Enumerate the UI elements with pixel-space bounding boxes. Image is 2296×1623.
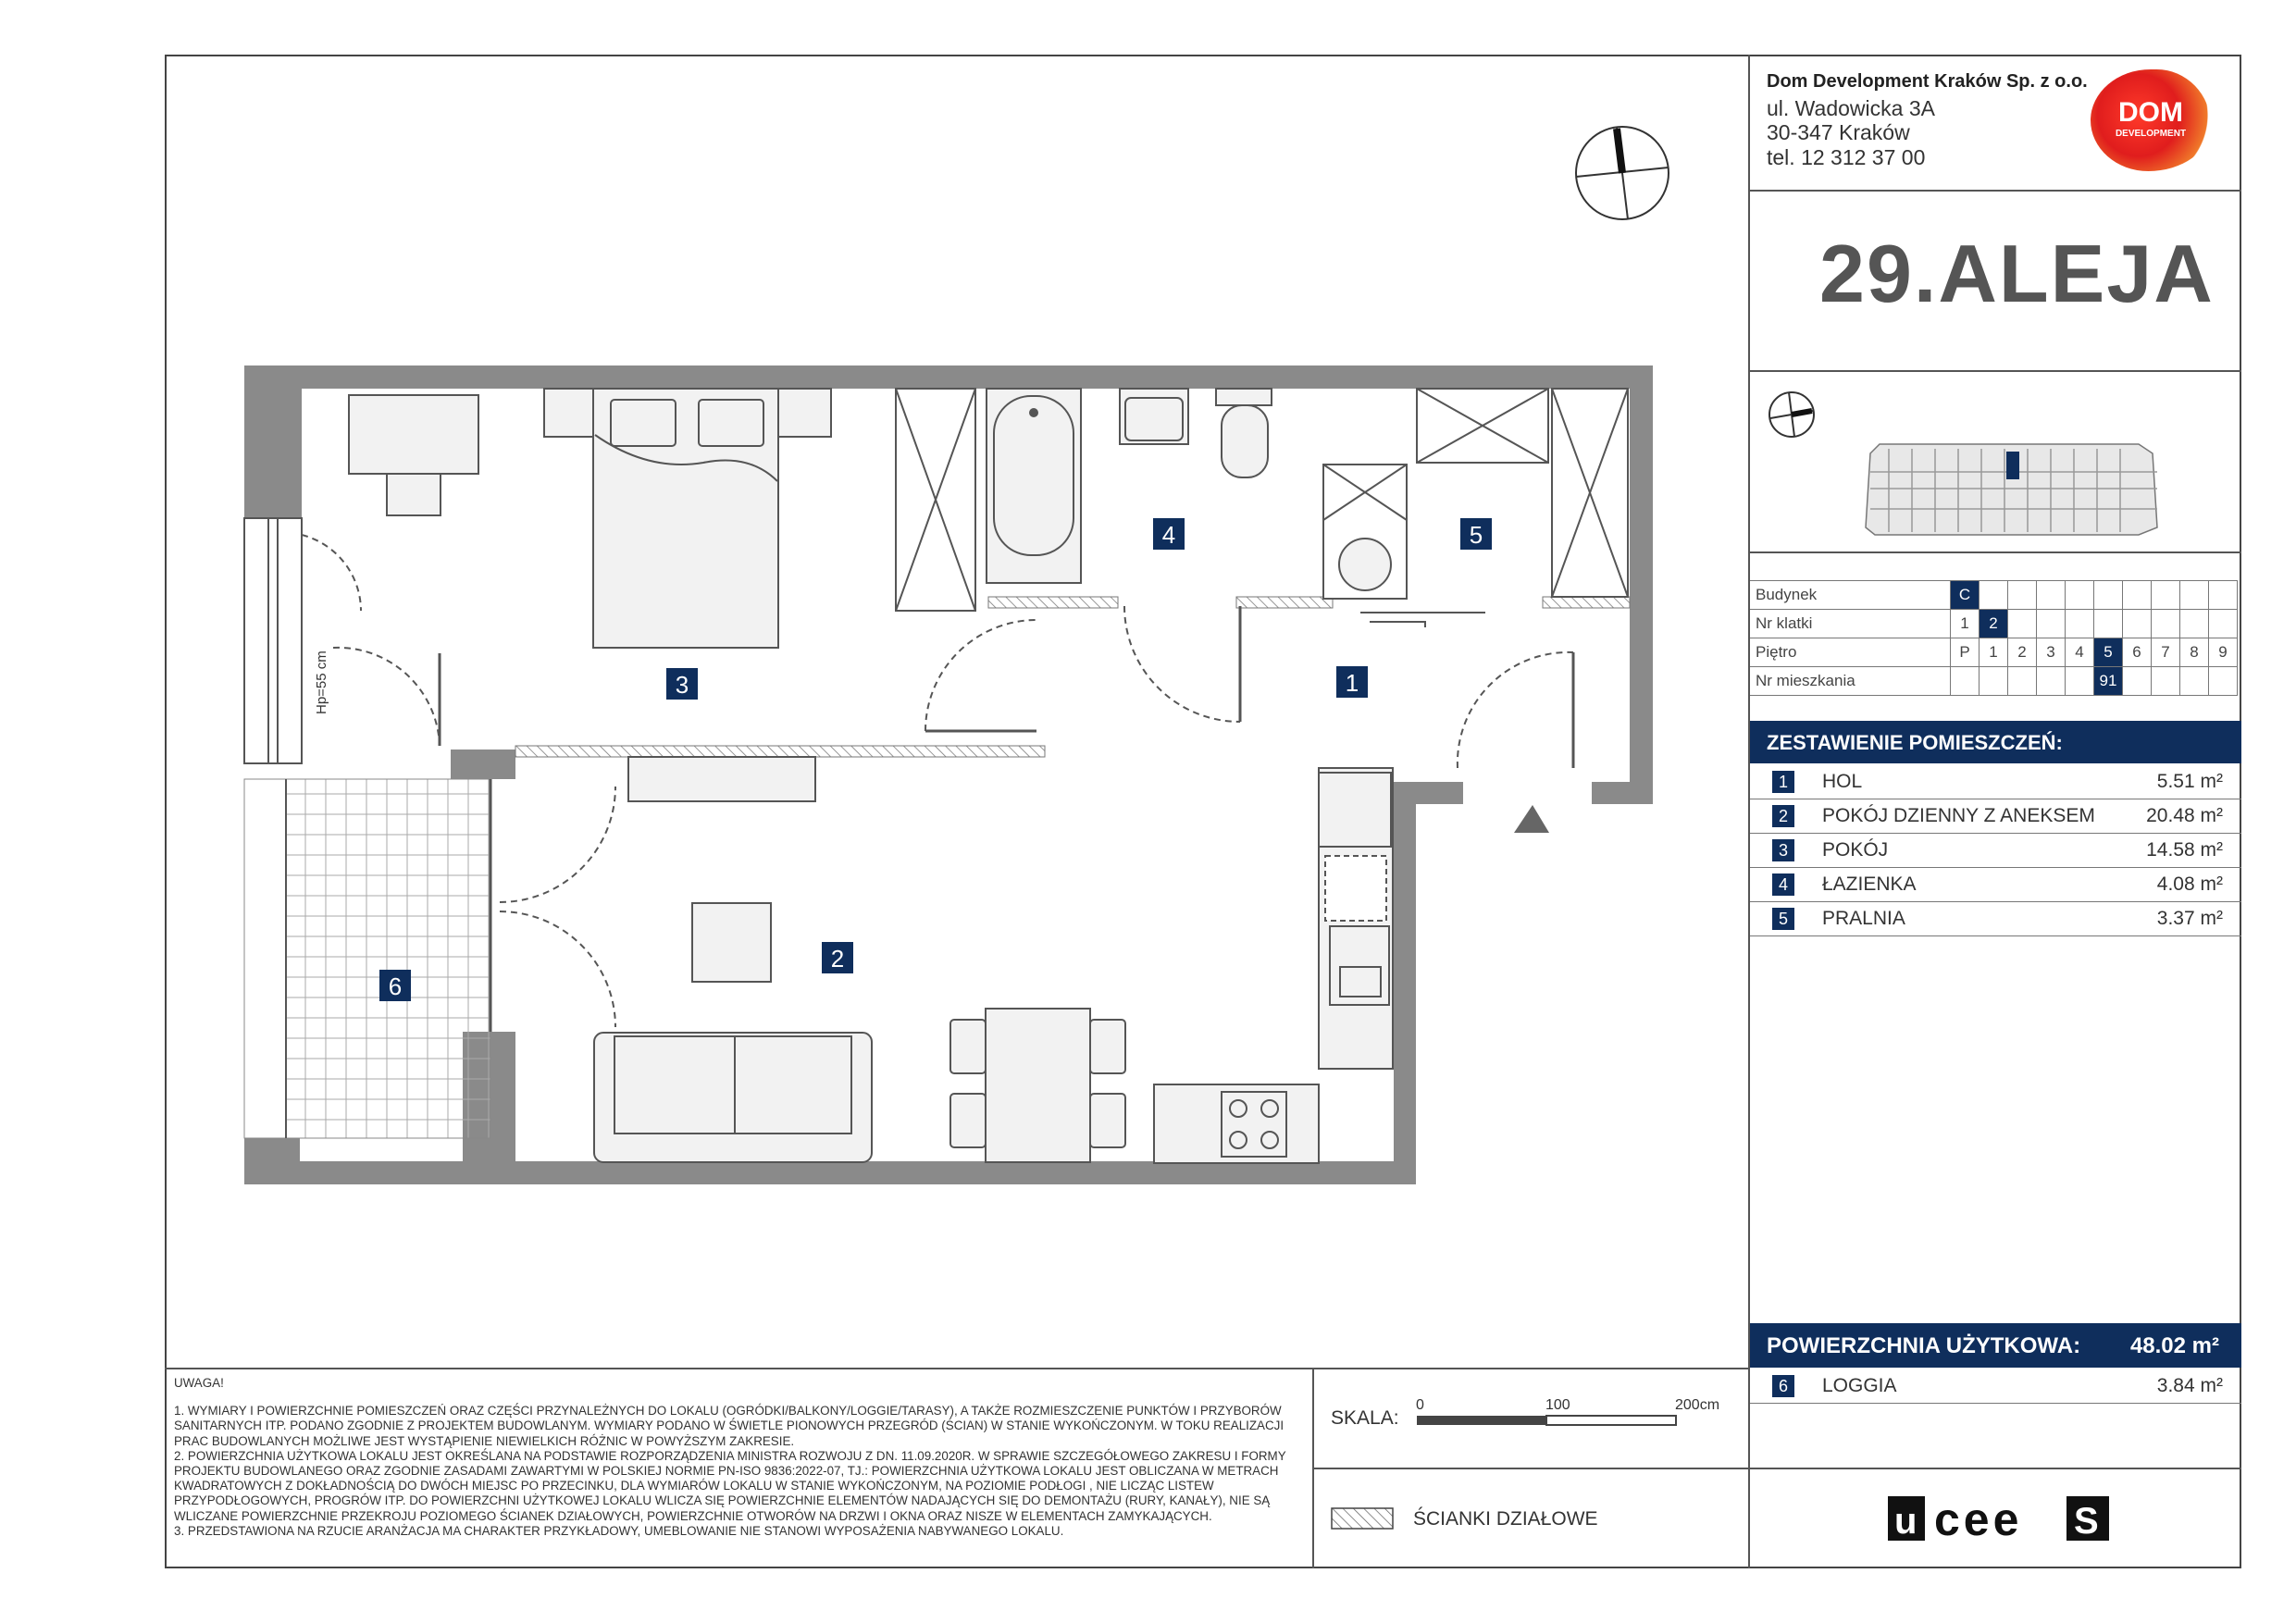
stair-row bbox=[1750, 610, 2238, 638]
plan-label-4: 4 bbox=[1161, 521, 1176, 549]
location-table bbox=[1750, 580, 2238, 696]
entrance-arrow-icon bbox=[1514, 805, 1549, 833]
apartment-highlight bbox=[2006, 452, 2019, 479]
extra-room-row bbox=[1750, 1369, 2241, 1404]
building-label: Budynek bbox=[1750, 581, 1951, 610]
room-name: POKÓJ bbox=[1822, 839, 1889, 861]
room-name: PRALNIA bbox=[1822, 908, 1905, 929]
key-compass bbox=[1769, 392, 1814, 437]
notes-title: UWAGA! bbox=[174, 1376, 224, 1390]
floor-4: 4 bbox=[2066, 638, 2094, 667]
room-number: 1 bbox=[1772, 771, 1794, 793]
notes-block bbox=[174, 1376, 1301, 1539]
room-row bbox=[1750, 834, 2241, 868]
floor-1: 1 bbox=[1980, 638, 2008, 667]
floor-5: 5 bbox=[2094, 638, 2123, 667]
usable-area-bar bbox=[1750, 1323, 2241, 1368]
plan-label-5: 5 bbox=[1469, 521, 1483, 549]
scale-divider bbox=[1312, 1468, 1748, 1469]
note-2: 2. POWIERZCHNIA UŻYTKOWA LOKALU JEST OKREŚLANA NA PODSTAWIE ROZPORZĄDZENIA MINISTRA ROZWOJU Z DN. 11.09.2020R. W SPRAWIE SZCZEGÓŁOWEGO ZAKRESU I FORMY PROJEKTU BUDOWLANEGO ORAZ ZGODNIE ZASADAMI ZAWARTYMI W POLSKIEJ NORMIE PN-ISO 9836:2022-07, TJ.: POWIERZCHNIA UŻYTKOWA LOKALU JEST OBLICZANA W METRACH KWADRATOWYCH Z DOKŁADNOŚCIĄ DO DWÓCH MIEJSC PO PRZECINKU, DLA WYMIARÓW LOKALU W STANIE WYKOŃCZONYM, NA POZIOMIE PODŁOGI , NIE LICZĄC LISTEW PRZYPODŁOGOWYCH, PROGRÓW ITP. DO POWIERZCHNI UŻYTKOWEJ LOKALU WLICZA SIĘ POWIERZCHNIE ELEMENTÓW NADAJĄCYCH SIĘ DO DEMONTAŻU (RURY, KANAŁY), NIE SĄ WLICZANE POWIERZCHNIE PRZEKROJU POZIOMEGO ŚCIANEK DZIAŁOWYCH, POWIERZCHNIE OTWORÓW NA DRZWI I OKNA ORAZ NISZE W ELEMENTACH ZAMYKAJĄCYCH. bbox=[174, 1448, 1286, 1523]
scale-tick-0: 0 bbox=[1416, 1397, 1424, 1413]
room-name: ŁAZIENKA bbox=[1822, 873, 1917, 895]
room-number: 3 bbox=[1772, 839, 1794, 861]
rooms-header: ZESTAWIENIE POMIESZCZEŃ: bbox=[1767, 731, 2063, 754]
svg-text:cee: cee bbox=[1934, 1493, 2023, 1541]
apartment-row bbox=[1750, 667, 2238, 696]
logo-main-text: DOM bbox=[2118, 97, 2183, 128]
company-street: ul. Wadowicka 3A bbox=[1767, 96, 1935, 120]
floor-8: 8 bbox=[2180, 638, 2209, 667]
scale-label: SKALA: bbox=[1331, 1407, 1399, 1429]
floor-6: 6 bbox=[2123, 638, 2152, 667]
building-value: C bbox=[1951, 581, 1980, 610]
header-divider bbox=[1748, 190, 2241, 192]
building-row bbox=[1750, 581, 2238, 610]
window-height-label: Hp=55 cm bbox=[314, 650, 329, 714]
plan-label-6: 6 bbox=[388, 973, 403, 1000]
floor-P: P bbox=[1951, 638, 1980, 667]
floor-row bbox=[1750, 638, 2238, 667]
room-area: 20.48 m² bbox=[2146, 805, 2223, 826]
room-row bbox=[1750, 868, 2241, 902]
logo-divider bbox=[1748, 370, 2241, 372]
room-area: 4.08 m² bbox=[2156, 873, 2223, 895]
uceeS-logo bbox=[1886, 1493, 2113, 1541]
project-logo: 29.ALEJA bbox=[1819, 228, 2215, 319]
logo-sub-text: DEVELOPMENT bbox=[2115, 129, 2187, 139]
svg-text:S: S bbox=[2074, 1501, 2099, 1541]
dom-development-logo bbox=[2091, 69, 2211, 171]
room-number: 5 bbox=[1772, 908, 1794, 930]
usable-area-value: 48.02 m² bbox=[2129, 1333, 2219, 1358]
floor-7: 7 bbox=[2152, 638, 2180, 667]
plan-label-3: 3 bbox=[675, 671, 689, 699]
room-area: 3.37 m² bbox=[2156, 908, 2223, 929]
room-name: POKÓJ DZIENNY Z ANEKSEM bbox=[1822, 805, 2095, 826]
note-1: 1. WYMIARY I POWIERZCHNIE POMIESZCZEŃ ORAZ CZĘŚCI PRZYNALEŻNYCH DO LOKALU (OGRÓDKI/BALKONY/LOGGIE/TARASY), A TAKŻE ROZMIESZCZENIE PUNKTÓW I PRZYBORÓW SANITARNYCH ITP. PODANO ZGODNIE Z PROJEKTEM BUDOWLANYM. WYMIARY PODANO W ŚWIETLE PIONOWYCH PRZEGRÓD (ŚCIAN) W STANIE WYKOŃCZONYM. W TOKU REALIZACJI PRAC BUDOWLANYCH MOŻLIWE JEST WYSTĄPIENIE NIEWIELKICH RÓŻNIC W POWYŻSZYM ZAKRESIE. bbox=[174, 1404, 1285, 1448]
company-phone: tel. 12 312 37 00 bbox=[1767, 145, 1926, 169]
keyplan-divider bbox=[1748, 551, 2241, 553]
room-number: 2 bbox=[1772, 805, 1794, 827]
scale-tick-100: 100 bbox=[1545, 1397, 1570, 1413]
bedroom-window bbox=[244, 518, 302, 763]
room-row bbox=[1750, 799, 2241, 834]
floor-3: 3 bbox=[2037, 638, 2066, 667]
room-row bbox=[1750, 765, 2241, 799]
loggia bbox=[244, 779, 490, 1138]
room-area: 14.58 m² bbox=[2146, 839, 2223, 861]
company-city: 30-347 Kraków bbox=[1767, 120, 1910, 144]
room-name: HOL bbox=[1822, 771, 1863, 792]
usable-area-label: POWIERZCHNIA UŻYTKOWA: bbox=[1767, 1333, 2081, 1358]
key-plan bbox=[1750, 379, 2240, 551]
plan-label-1: 1 bbox=[1345, 669, 1359, 697]
apartment-number: 91 bbox=[2094, 667, 2123, 696]
building-outline bbox=[1866, 444, 2157, 535]
svg-text:u: u bbox=[1894, 1501, 1917, 1541]
floor-9: 9 bbox=[2209, 638, 2238, 667]
stair-label: Nr klatki bbox=[1750, 610, 1951, 638]
floor-2: 2 bbox=[2008, 638, 2037, 667]
sidebar-footer-divider bbox=[1748, 1468, 2241, 1469]
footer-divider bbox=[165, 1368, 1748, 1369]
scale-bar bbox=[1416, 1414, 1680, 1432]
stair-value-1: 1 bbox=[1951, 610, 1980, 638]
room-number: 6 bbox=[1772, 1375, 1794, 1397]
room-row bbox=[1750, 902, 2241, 936]
scale-tick-200: 200cm bbox=[1675, 1397, 1720, 1413]
room-name: LOGGIA bbox=[1822, 1375, 1897, 1396]
plan-label-2: 2 bbox=[830, 945, 845, 973]
apartment-label: Nr mieszkania bbox=[1750, 667, 1951, 696]
room-area: 3.84 m² bbox=[2156, 1375, 2223, 1396]
partition-legend-swatch bbox=[1331, 1507, 1396, 1531]
company-name: Dom Development Kraków Sp. z o.o. bbox=[1767, 71, 2088, 92]
room-number: 4 bbox=[1772, 873, 1794, 896]
floor-label: Piętro bbox=[1750, 638, 1951, 667]
partition-legend-label: ŚCIANKI DZIAŁOWE bbox=[1413, 1508, 1598, 1530]
rooms-header-bar bbox=[1750, 721, 2241, 763]
stair-value-2: 2 bbox=[1980, 610, 2008, 638]
room-area: 5.51 m² bbox=[2156, 771, 2223, 792]
note-3: 3. PRZEDSTAWIONA NA RZUCIE ARANŻACJA MA CHARAKTER PRZYKŁADOWY, UMEBLOWANIE NIE STANOWI WYPOSAŻENIA NABYWANEGO LOKALU. bbox=[174, 1523, 1064, 1538]
